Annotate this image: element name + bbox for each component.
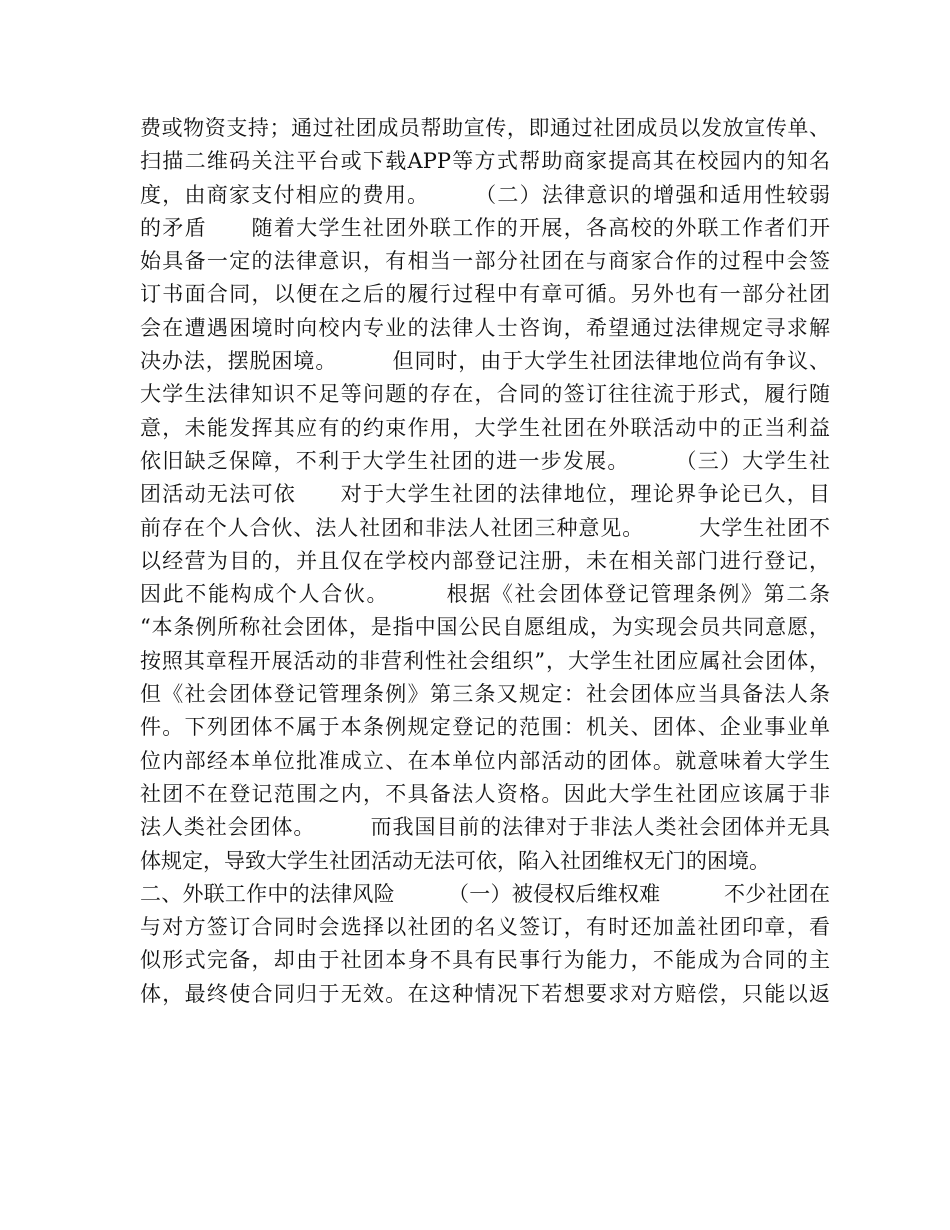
text-line: 会在遭遇困境时向校内专业的法律人士咨询，希望通过法律规定寻求解 [140,315,830,340]
text-line: 扫描二维码关注平台或下载APP等方式帮助商家提高其在校园内的知名 [140,149,830,174]
text-line: 团活动无法可依 对于大学生社团的法律地位，理论界争论已久，目 [140,482,830,507]
text-line: 因此不能构成个人合伙。 根据《社会团体登记管理条例》第二条 [140,582,830,607]
text-line: 的矛盾 随着大学生社团外联工作的开展，各高校的外联工作者们开 [140,215,830,240]
text-line: 意，未能发挥其应有的约束作用，大学生社团在外联活动中的正当利益 [140,415,830,440]
text-line: 费或物资支持；通过社团成员帮助宣传，即通过社团成员以发放宣传单、 [140,116,830,140]
text-line: 依旧缺乏保障，不利于大学生社团的进一步发展。 （三）大学生社 [140,448,830,473]
text-line: 前存在个人合伙、法人社团和非法人社团三种意见。 大学生社团不 [140,515,830,540]
text-line: 按照其章程开展活动的非营利性社会组织”，大学生社团应属社会团体， [140,648,830,673]
text-line: 始具备一定的法律意识，有相当一部分社团在与商家合作的过程中会签 [140,249,830,274]
text-line: 决办法，摆脱困境。 但同时，由于大学生社团法律地位尚有争议、 [140,349,830,374]
text-line: 以经营为目的，并且仅在学校内部登记注册，未在相关部门进行登记， [140,548,830,573]
text-line: 件。下列团体不属于本条例规定登记的范围：机关、团体、企业事业单 [140,715,830,740]
text-line: 二、外联工作中的法律风险 （一）被侵权后维权难 不少社团在 [140,881,830,906]
text-line: 度，由商家支付相应的费用。 （二）法律意识的增强和适用性较弱 [140,182,830,207]
text-line: 位内部经本单位批准成立、在本单位内部活动的团体。就意味着大学生 [140,748,830,773]
text-line: 体规定，导致大学生社团活动无法可依，陷入社团维权无门的困境。 [140,848,770,873]
text-line: 社团不在登记范围之内，不具备法人资格。因此大学生社团应该属于非 [140,781,830,806]
text-line: 大学生法律知识不足等问题的存在，合同的签订往往流于形式，履行随 [140,382,830,407]
text-line: 似形式完备，却由于社团本身不具有民事行为能力，不能成为合同的主 [140,948,830,973]
text-line: 与对方签订合同时会选择以社团的名义签订，有时还加盖社团印章，看 [140,915,830,940]
text-line: 法人类社会团体。 而我国目前的法律对于非法人类社会团体并无具 [140,815,830,840]
text-line: 但《社会团体登记管理条例》第三条又规定：社会团体应当具备法人条 [140,682,830,707]
text-line: “本条例所称社会团体，是指中国公民自愿组成，为实现会员共同意愿， [140,615,830,640]
text-line: 体，最终使合同归于无效。在这种情况下若想要求对方赔偿，只能以返 [140,981,830,1006]
text-line: 订书面合同，以便在之后的履行过程中有章可循。另外也有一部分社团 [140,282,830,307]
body-text [140,112,830,1011]
